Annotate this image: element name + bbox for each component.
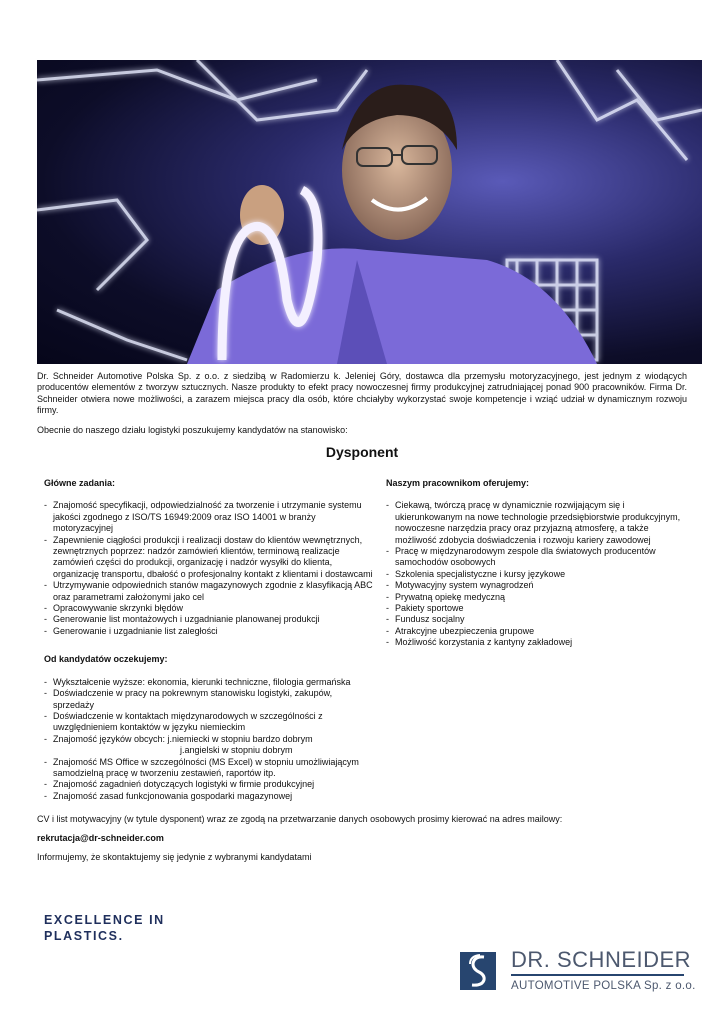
list-item: - Znajomość zasad funkcjonowania gospodarki magazynowej bbox=[44, 791, 374, 802]
cv-instructions: CV i list motywacyjny (w tytule dysponent) wraz ze zgodą na przetwarzanie danych osobowych prosimy kierować na adres mailowy: bbox=[37, 814, 563, 824]
list-item: - Znajomość MS Office w szczególności (MS Excel) w stopniu umożliwiającym samodzielną pracę w tworzeniu zestawień, raportów itp. bbox=[44, 757, 374, 780]
hero-illustration bbox=[37, 60, 702, 364]
list-item: - Generowanie list montażowych i uzgadnianie planowanej produkcji bbox=[44, 614, 374, 625]
requirements-heading: Od kandydatów oczekujemy: bbox=[44, 654, 168, 665]
right-column bbox=[386, 478, 686, 649]
list-item: - Generowanie i uzgadnianie list zaległości bbox=[44, 626, 374, 637]
slogan-line: PLASTICS. bbox=[44, 929, 124, 943]
schneider-logo-icon bbox=[460, 952, 496, 990]
list-item: - Utrzymywanie odpowiednich stanów magazynowych zgodnie z klasyfikacją ABC oraz parametrami założonymi jako cel bbox=[44, 580, 374, 603]
slogan bbox=[44, 912, 165, 944]
list-item: - Opracowywanie skrzynki błędów bbox=[44, 603, 374, 614]
list-item: - Fundusz socjalny bbox=[386, 614, 686, 625]
tasks-heading: Główne zadania: bbox=[44, 478, 116, 488]
list-item: - Motywacyjny system wynagrodzeń bbox=[386, 580, 686, 591]
list-item: - Szkolenia specjalistyczne i kursy językowe bbox=[386, 569, 686, 580]
email-link[interactable]: rekrutacja@dr-schneider.com bbox=[37, 833, 164, 843]
list-item: - Znajomość zagadnień dotyczących logistyki w firmie produkcyjnej bbox=[44, 779, 374, 790]
language-english: j.angielski w stopniu dobrym bbox=[180, 745, 293, 756]
list-item: - Pakiety sportowe bbox=[386, 603, 686, 614]
list-item: - Doświadczenie w kontaktach międzynarodowych w szczególności z uwzględnieniem kontaktów w języku niemieckim bbox=[44, 711, 374, 734]
offer-heading: Naszym pracownikom oferujemy: bbox=[386, 478, 530, 488]
left-column bbox=[44, 478, 374, 802]
contact-notice: Informujemy, że skontaktujemy się jedynie z wybranymi kandydatami bbox=[37, 852, 312, 862]
requirements-list bbox=[44, 677, 374, 802]
list-item bbox=[44, 734, 374, 757]
position-call: Obecnie do naszego działu logistyki poszukujemy kandydatów na stanowisko: bbox=[37, 425, 348, 435]
hero-photo bbox=[37, 60, 702, 364]
offer-list bbox=[386, 500, 686, 648]
list-item: - Ciekawą, twórczą pracę w dynamicznie rozwijającym się i ukierunkowanym na nowe technologie przedsiębiorstwie produkcyjnym, nowoczesne narzędzia pracy oraz przyjazną atmosferę, a także możliwość zdobycia doświadczenia i rozwoju kariery zawodowej bbox=[386, 500, 686, 546]
list-item: - Zapewnienie ciągłości produkcji i realizacji dostaw do klientów wewnętrznych, zewnętrznych poprzez: nadzór zamówień klientów, terminową realizacje zamówień części do produkcji, organizację i nadzór wysyłki do klienta, organizację transportu, dbałość o profesjonalny kontakt z klientami i dostawcami bbox=[44, 535, 374, 581]
list-item: - Doświadczenie w pracy na pokrewnym stanowisku logistyki, zakupów, sprzedaży bbox=[44, 688, 374, 711]
list-item: - Możliwość korzystania z kantyny zakładowej bbox=[386, 637, 686, 648]
intro-paragraph: Dr. Schneider Automotive Polska Sp. z o.o. z siedzibą w Radomierzu k. Jeleniej Góry, dostawca dla przemysłu motoryzacyjnego, jest jednym z wiodących producentów elementów z tworzyw sztucznych. Nasze produkty to efekt pracy nowoczesnej firmy produkcyjnej zatrudniającej ponad 900 pracowników. Firma Dr. Schneider otwiera nowe możliwości, a zarazem miejsca pracy dla osób, które chciałyby wykorzystać swoje kompetencje i wziąć udział w dynamicznym rozwoju firmy. bbox=[37, 371, 687, 416]
slogan-line: EXCELLENCE IN bbox=[44, 913, 165, 927]
list-item: - Znajomość specyfikacji, odpowiedzialność za tworzenie i utrzymanie systemu jakości zgodnego z ISO/TS 16949:2009 oraz ISO 14001 w branży motoryzacyjnej bbox=[44, 500, 374, 534]
list-item: - Pracę w międzynarodowym zespole dla światowych producentów samochodów osobowych bbox=[386, 546, 686, 569]
language-german: Znajomość języków obcych: j.niemiecki w stopniu bardzo dobrym bbox=[53, 733, 313, 744]
list-item: - Atrakcyjne ubezpieczenia grupowe bbox=[386, 626, 686, 637]
job-title: Dysponent bbox=[325, 444, 399, 460]
list-item: - Wykształcenie wyższe: ekonomia, kierunki techniczne, filologia germańska bbox=[44, 677, 374, 688]
tasks-list bbox=[44, 500, 374, 637]
list-item: - Prywatną opiekę medyczną bbox=[386, 592, 686, 603]
brand-name: DR. SCHNEIDER bbox=[511, 947, 692, 972]
brand-subtitle: AUTOMOTIVE POLSKA Sp. z o.o. bbox=[511, 980, 696, 992]
brand-divider bbox=[511, 974, 684, 976]
